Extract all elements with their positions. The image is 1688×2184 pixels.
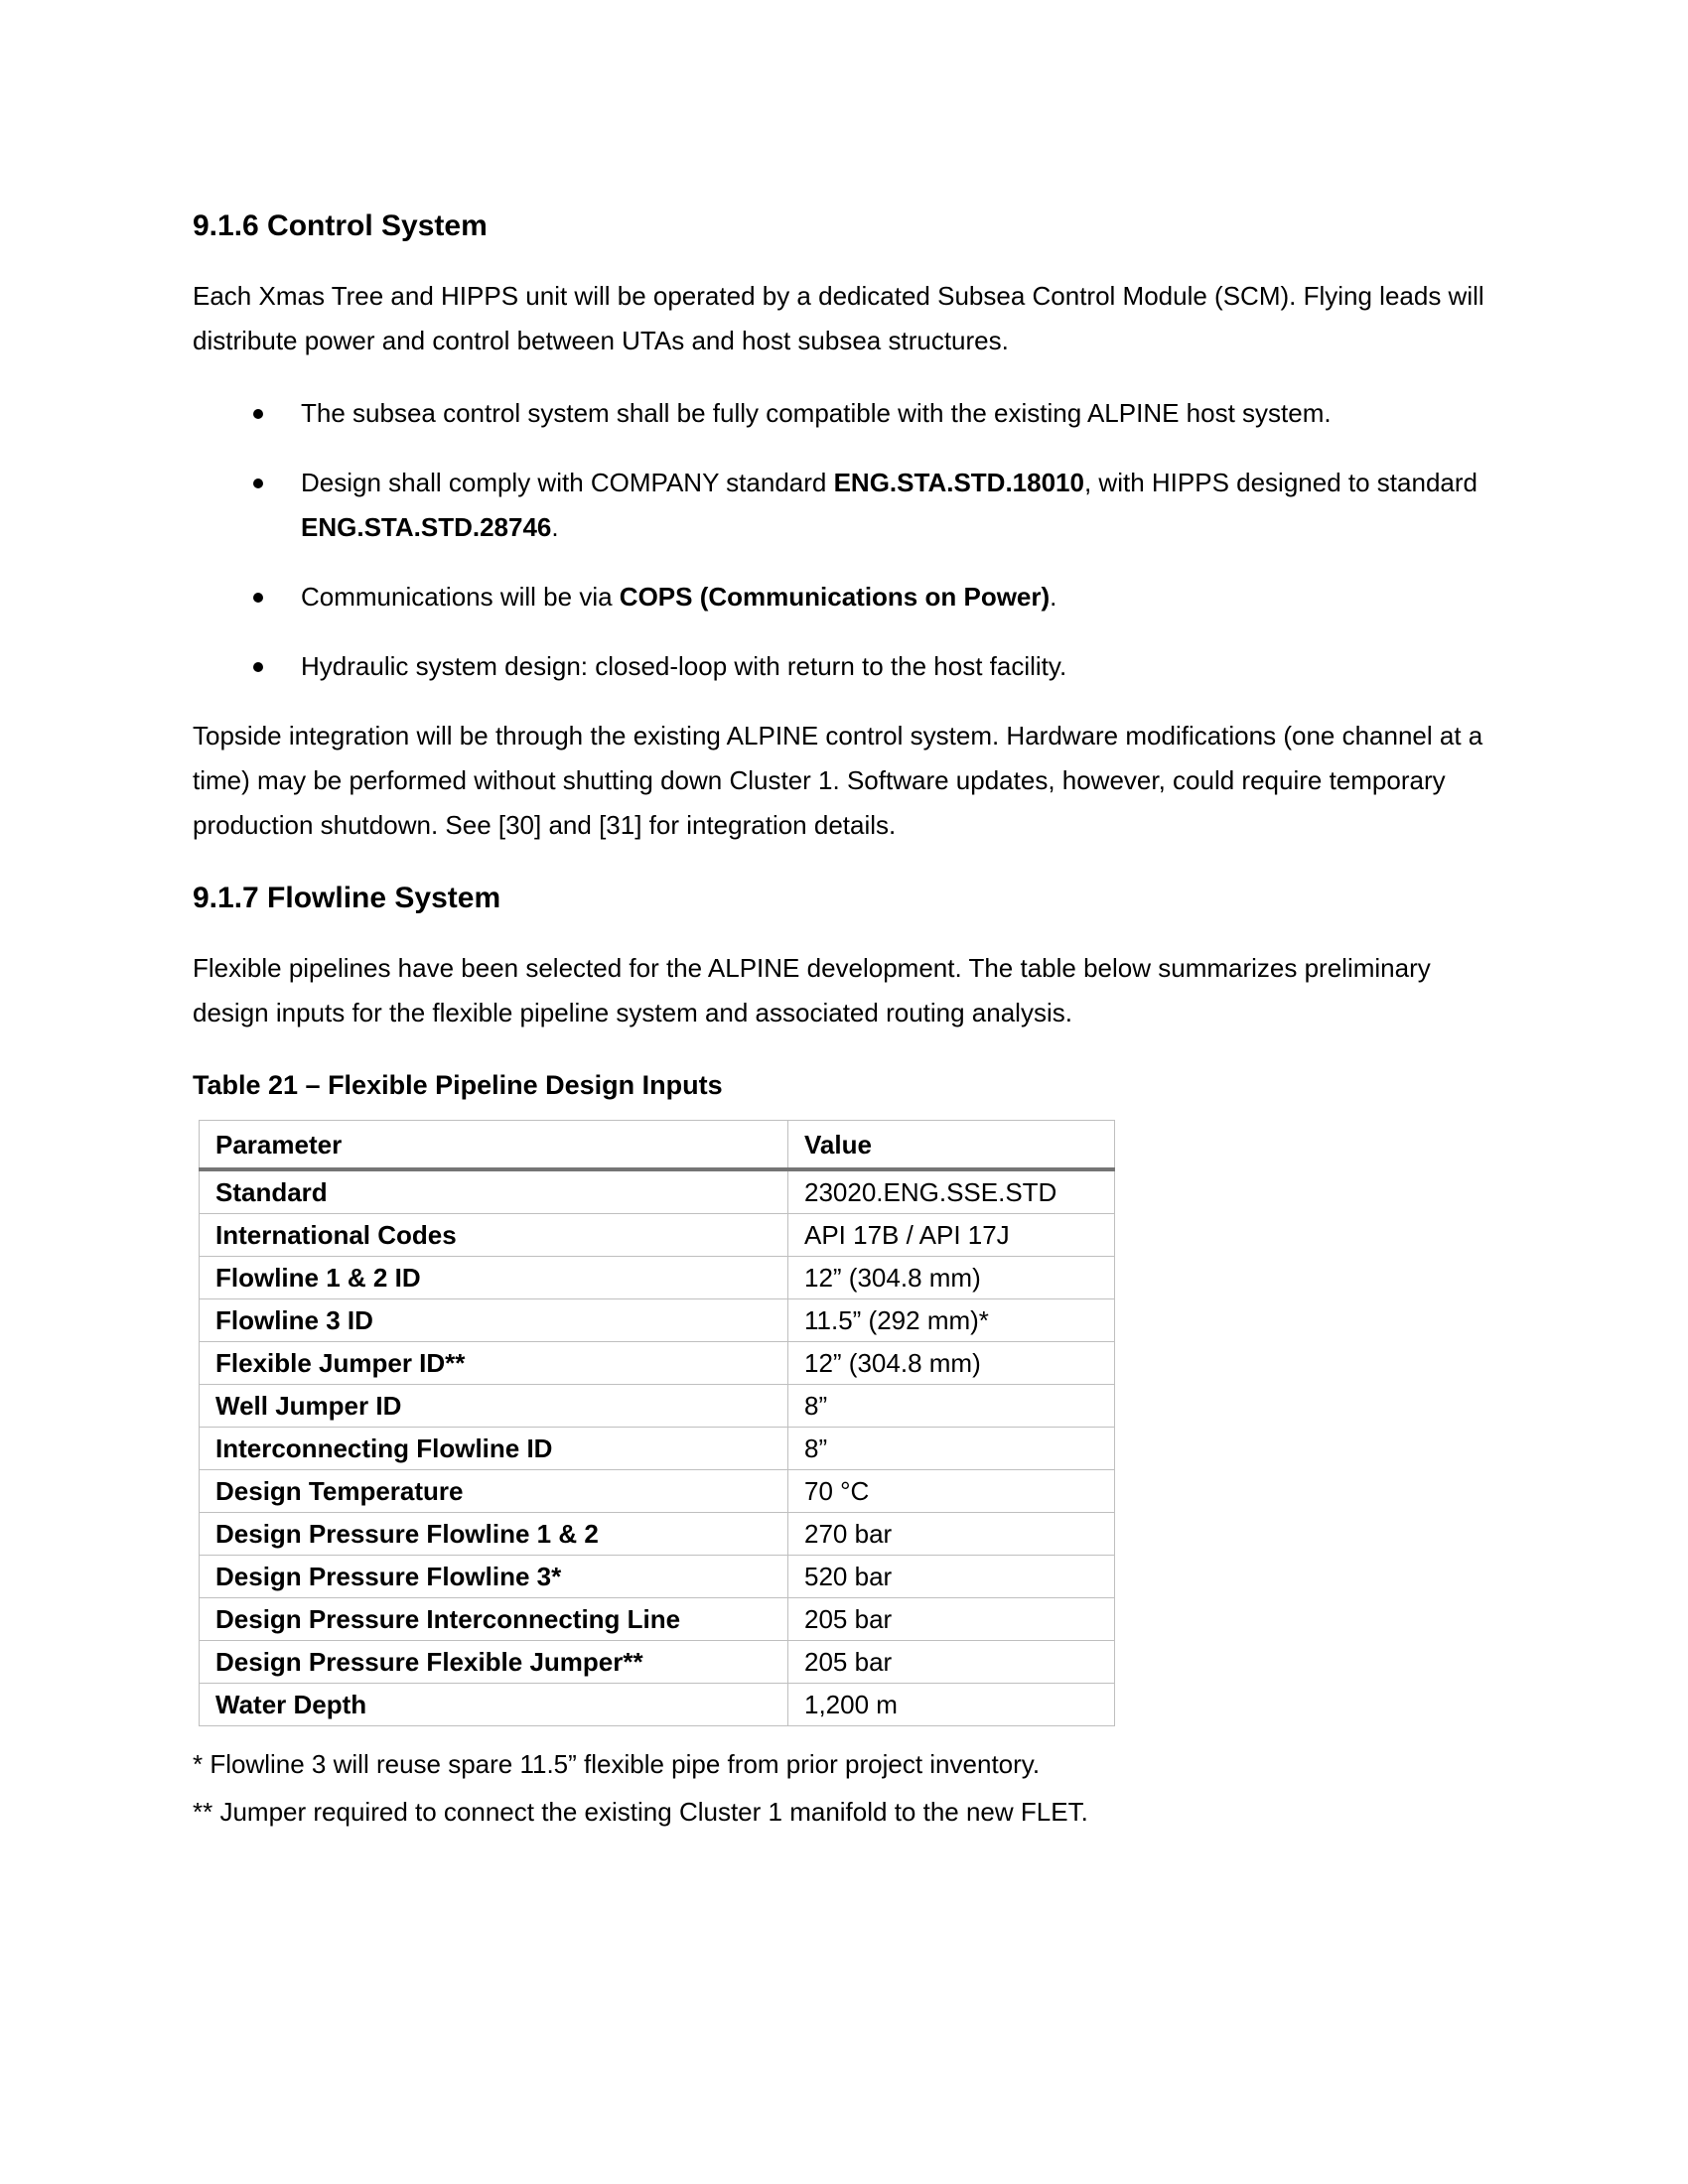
param-cell: Design Pressure Flowline 1 & 2	[200, 1513, 788, 1556]
table-row	[200, 1299, 1115, 1342]
value-cell: 270 bar	[788, 1513, 1115, 1556]
list-item-text: Design shall comply with COMPANY standard ENG.STA.STD.18010, with HIPPS designed to standard ENG.STA.STD.28746.	[301, 468, 1477, 542]
table-row	[200, 1257, 1115, 1299]
control-system-bullet-list	[193, 391, 1493, 689]
param-cell: Flexible Jumper ID**	[200, 1342, 788, 1385]
value-cell: API 17B / API 17J	[788, 1214, 1115, 1257]
param-cell: Flowline 3 ID	[200, 1299, 788, 1342]
param-cell: Design Pressure Flowline 3*	[200, 1556, 788, 1598]
flexible-pipeline-design-inputs-table	[199, 1120, 1115, 1726]
list-item-text: The subsea control system shall be fully compatible with the existing ALPINE host system.	[301, 398, 1332, 428]
param-cell: Well Jumper ID	[200, 1385, 788, 1428]
param-cell: Interconnecting Flowline ID	[200, 1428, 788, 1470]
column-header-parameter: Parameter	[200, 1121, 788, 1170]
table-caption: Table 21 – Flexible Pipeline Design Inputs	[193, 1070, 723, 1100]
list-item-text: Hydraulic system design: closed-loop with return to the host facility.	[301, 651, 1067, 681]
value-cell: 8”	[788, 1385, 1115, 1428]
list-item	[301, 575, 1493, 619]
flowline-system-intro-paragraph: Flexible pipelines have been selected for the ALPINE development. The table below summarizes preliminary design inputs for the flexible pipeline system and associated routing analysis.	[193, 953, 1431, 1027]
table-row	[200, 1598, 1115, 1641]
value-cell: 205 bar	[788, 1641, 1115, 1684]
table-row	[200, 1470, 1115, 1513]
table-row	[200, 1513, 1115, 1556]
list-item-text: Communications will be via COPS (Communications on Power).	[301, 582, 1057, 612]
section-heading-control-system: 9.1.6 Control System	[193, 209, 488, 242]
column-header-value: Value	[788, 1121, 1115, 1170]
table-row	[200, 1214, 1115, 1257]
param-cell: Design Temperature	[200, 1470, 788, 1513]
value-cell: 23020.ENG.SSE.STD	[788, 1169, 1115, 1214]
param-cell: Standard	[200, 1169, 788, 1214]
param-cell: International Codes	[200, 1214, 788, 1257]
value-cell: 1,200 m	[788, 1684, 1115, 1726]
value-cell: 8”	[788, 1428, 1115, 1470]
value-cell: 11.5” (292 mm)*	[788, 1299, 1115, 1342]
table-row	[200, 1641, 1115, 1684]
table-footnote-2: ** Jumper required to connect the existing Cluster 1 manifold to the new FLET.	[193, 1797, 1088, 1827]
control-system-intro-paragraph: Each Xmas Tree and HIPPS unit will be operated by a dedicated Subsea Control Module (SCM). Flying leads will distribute power and control between UTAs and host subsea structures.	[193, 281, 1484, 355]
bullet-icon	[253, 593, 263, 603]
bullet-icon	[253, 478, 263, 488]
param-cell: Flowline 1 & 2 ID	[200, 1257, 788, 1299]
param-cell: Design Pressure Flexible Jumper**	[200, 1641, 788, 1684]
value-cell: 12” (304.8 mm)	[788, 1342, 1115, 1385]
bullet-icon	[253, 409, 263, 419]
param-cell: Design Pressure Interconnecting Line	[200, 1598, 788, 1641]
param-cell: Water Depth	[200, 1684, 788, 1726]
table-header-row	[200, 1121, 1115, 1170]
list-item	[301, 391, 1493, 436]
page-content	[193, 204, 1493, 1836]
value-cell: 12” (304.8 mm)	[788, 1257, 1115, 1299]
list-item	[301, 644, 1493, 689]
list-item	[301, 461, 1493, 550]
section-heading-flowline-system: 9.1.7 Flowline System	[193, 882, 501, 914]
table-row	[200, 1385, 1115, 1428]
bullet-icon	[253, 662, 263, 672]
control-system-outro-paragraph: Topside integration will be through the existing ALPINE control system. Hardware modifications (one channel at a time) may be performed without shutting down Cluster 1. Software updates, however, could require temporary production shutdown. See [30] and [31] for integration details.	[193, 721, 1483, 840]
table-row	[200, 1428, 1115, 1470]
table-row	[200, 1169, 1115, 1214]
table-row	[200, 1556, 1115, 1598]
value-cell: 205 bar	[788, 1598, 1115, 1641]
value-cell: 70 °C	[788, 1470, 1115, 1513]
table-row	[200, 1342, 1115, 1385]
table-row	[200, 1684, 1115, 1726]
table-footnote-1: * Flowline 3 will reuse spare 11.5” flexible pipe from prior project inventory.	[193, 1749, 1041, 1779]
value-cell: 520 bar	[788, 1556, 1115, 1598]
